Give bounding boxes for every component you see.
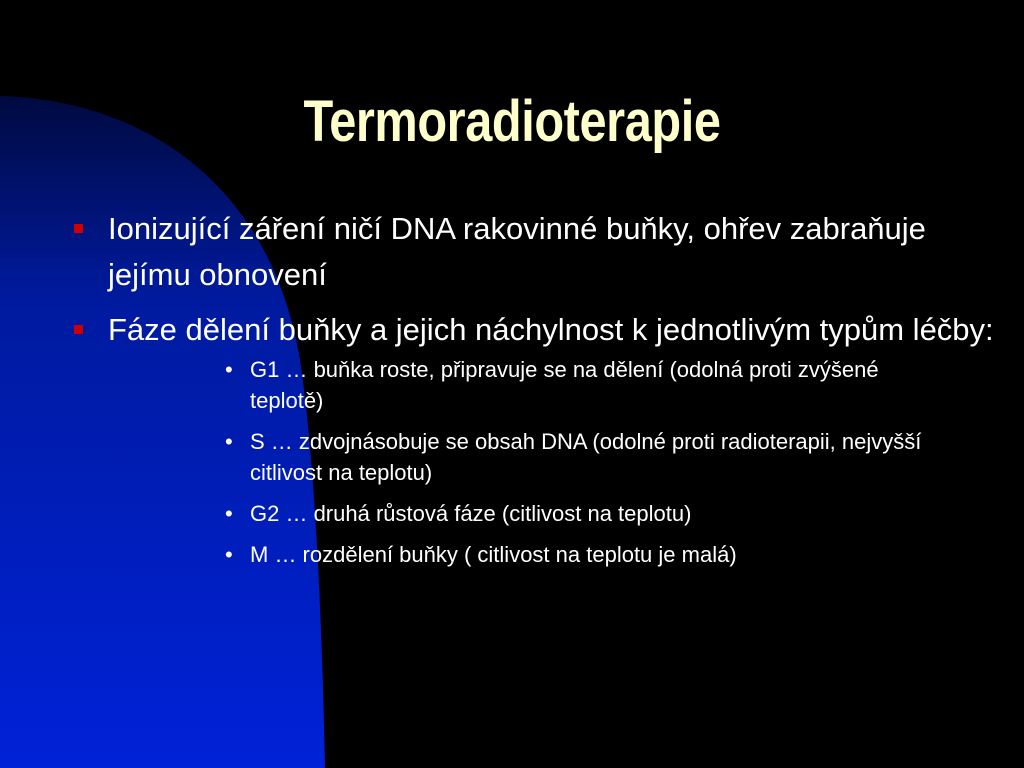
dot-bullet-icon: • <box>225 429 233 454</box>
sub-bullet-item <box>225 539 925 570</box>
dot-bullet-icon: • <box>225 357 233 382</box>
bullet-text: Fáze dělení buňky a jejich náchylnost k jednotlivým typům léčby: <box>108 312 994 347</box>
slide-title: Termoradioterapie <box>303 89 721 154</box>
dot-bullet-icon: • <box>225 501 233 526</box>
square-bullet-icon <box>74 224 83 233</box>
sub-bullet-item <box>225 426 925 488</box>
square-bullet-icon <box>74 325 83 334</box>
dot-bullet-icon: • <box>225 542 233 567</box>
sub-bullet-text: G2 … druhá růstová fáze (citlivost na teplotu) <box>250 501 692 526</box>
sub-bullet-item <box>225 354 925 416</box>
sub-bullet-text: G1 … buňka roste, připravuje se na dělení (odolná proti zvýšené teplotě) <box>250 357 879 413</box>
sub-bullet-list <box>225 354 925 570</box>
slide-body <box>70 206 1000 580</box>
sub-bullet-text: M … rozdělení buňky ( citlivost na teplotu je malá) <box>250 542 737 567</box>
sub-bullet-item <box>225 498 925 529</box>
bullet-item <box>70 206 1000 298</box>
bullet-text: Ionizující záření ničí DNA rakovinné buňky, ohřev zabraňuje jejímu obnovení <box>108 211 926 292</box>
bullet-item <box>70 307 1000 353</box>
sub-bullet-text: S … zdvojnásobuje se obsah DNA (odolné proti radioterapii, nejvyšší citlivost na teplotu) <box>250 429 922 485</box>
